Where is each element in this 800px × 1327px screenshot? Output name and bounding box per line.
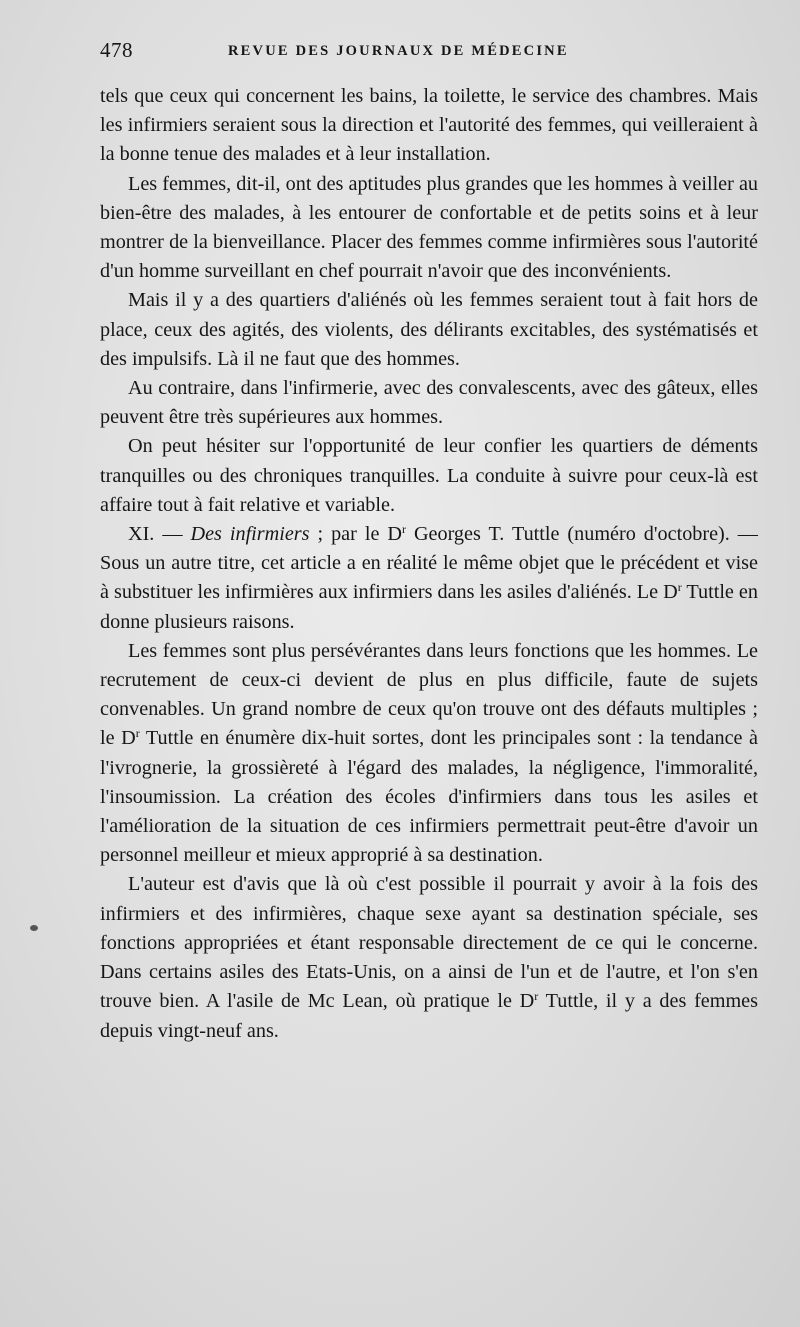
paragraph-author-opinion [100,870,758,1045]
paragraph-continuation: tels que ceux qui concernent les bains, la toilette, le service des chambres. Mais les infirmiers seraient sous la direction et l'autorité des femmes, qui veilleraient à la bonne tenue des malades et à leur installation. [100,85,758,166]
paragraph-text: L'auteur est d'avis que là où c'est possible il pourrait y avoir à la fois des infirmiers et des infirmières, chaque sexe ayant sa destination spéciale, ses fonctions appropriées et étant responsable directement de ce qui le concerne. Dans certains asiles des Etats-Unis, on a ainsi de l'un et de l'autre, et l'on s'en trouve bien. A l'asile de Mc Lean, où pratique le [100,873,758,1013]
margin-ink-mark [30,925,38,931]
paragraph-infirmary: Au contraire, dans l'infirmerie, avec des convalescents, avec des gâteux, elles peuvent être très supérieures aux hommes. [100,377,758,429]
superscript-r: r [135,726,140,741]
superscript-r: r [401,522,406,537]
section-text-end: Tuttle en donne plusieurs raisons. [100,581,758,633]
journal-title: REVUE DES JOURNAUX DE MÉDECINE [228,43,569,59]
section-title: Des infirmiers [190,523,310,546]
section-xi-heading-paragraph [100,520,758,637]
section-number: XI. — [128,523,191,546]
paragraph-men-recruitment [100,637,758,871]
paragraph-text: Tuttle, il y a des femmes depuis vingt-neuf ans. [100,990,758,1042]
section-after-title: ; par le D [309,523,402,546]
paragraph-text: Tuttle en énumère dix-huit sortes, dont les principales sont : la tendance à l'ivrognerie, la grossièreté à l'égard des malades, la négligence, l'immoralité, l'insoumission. La création des écoles d'infirmiers dans tous les asiles et l'amélioration de la situation de ces infirmiers permettrait peut-être d'avoir un personnel meilleur et mieux approprié à sa destination. [100,727,758,867]
paragraph-demented: On peut hésiter sur l'opportunité de leur confier les quartiers de déments tranquilles ou des chroniques tranquilles. La conduite à suivre pour ceux-là est affaire tout à fait relative et variable. [100,435,758,516]
superscript-r: r [677,580,682,595]
page-number: 478 [100,38,133,62]
paragraph-women-aptitudes: Les femmes, dit-il, ont des aptitudes plus grandes que les hommes à veiller au bien-être des malades, à les entourer de confortable et de petits soins et à leur montrer de la bienveillance. Placer des femmes comme infirmières sous l'autorité d'un homme surveillant en chef pourrait n'avoir que des inconvénients. [100,172,758,283]
paragraph-quarters: Mais il y a des quartiers d'aliénés où les femmes seraient tout à fait hors de place, ceux des agités, des violents, des délirants excitables, des systématisés et des impulsifs. Là il ne faut que des hommes. [100,289,758,370]
running-head [100,38,758,78]
doctor-abbrev: D [519,990,535,1013]
paragraph-text: Les femmes sont plus persévérantes dans leurs fonctions que les hommes. Le recrutement de ceux-ci devient de plus en plus difficile, faute de sujets convenables. Un grand nombre de ceux qu'on trouve ont des défauts multiples ; le D [100,639,758,750]
article-body [100,82,758,1046]
superscript-r: r [534,989,539,1004]
section-text: Georges T. Tuttle (numéro d'octobre). — Sous un autre titre, cet article a en réalité le même objet que le précédent et vise à substituer les infirmières aux infirmiers dans les asiles d'aliénés. Le D [100,523,758,604]
